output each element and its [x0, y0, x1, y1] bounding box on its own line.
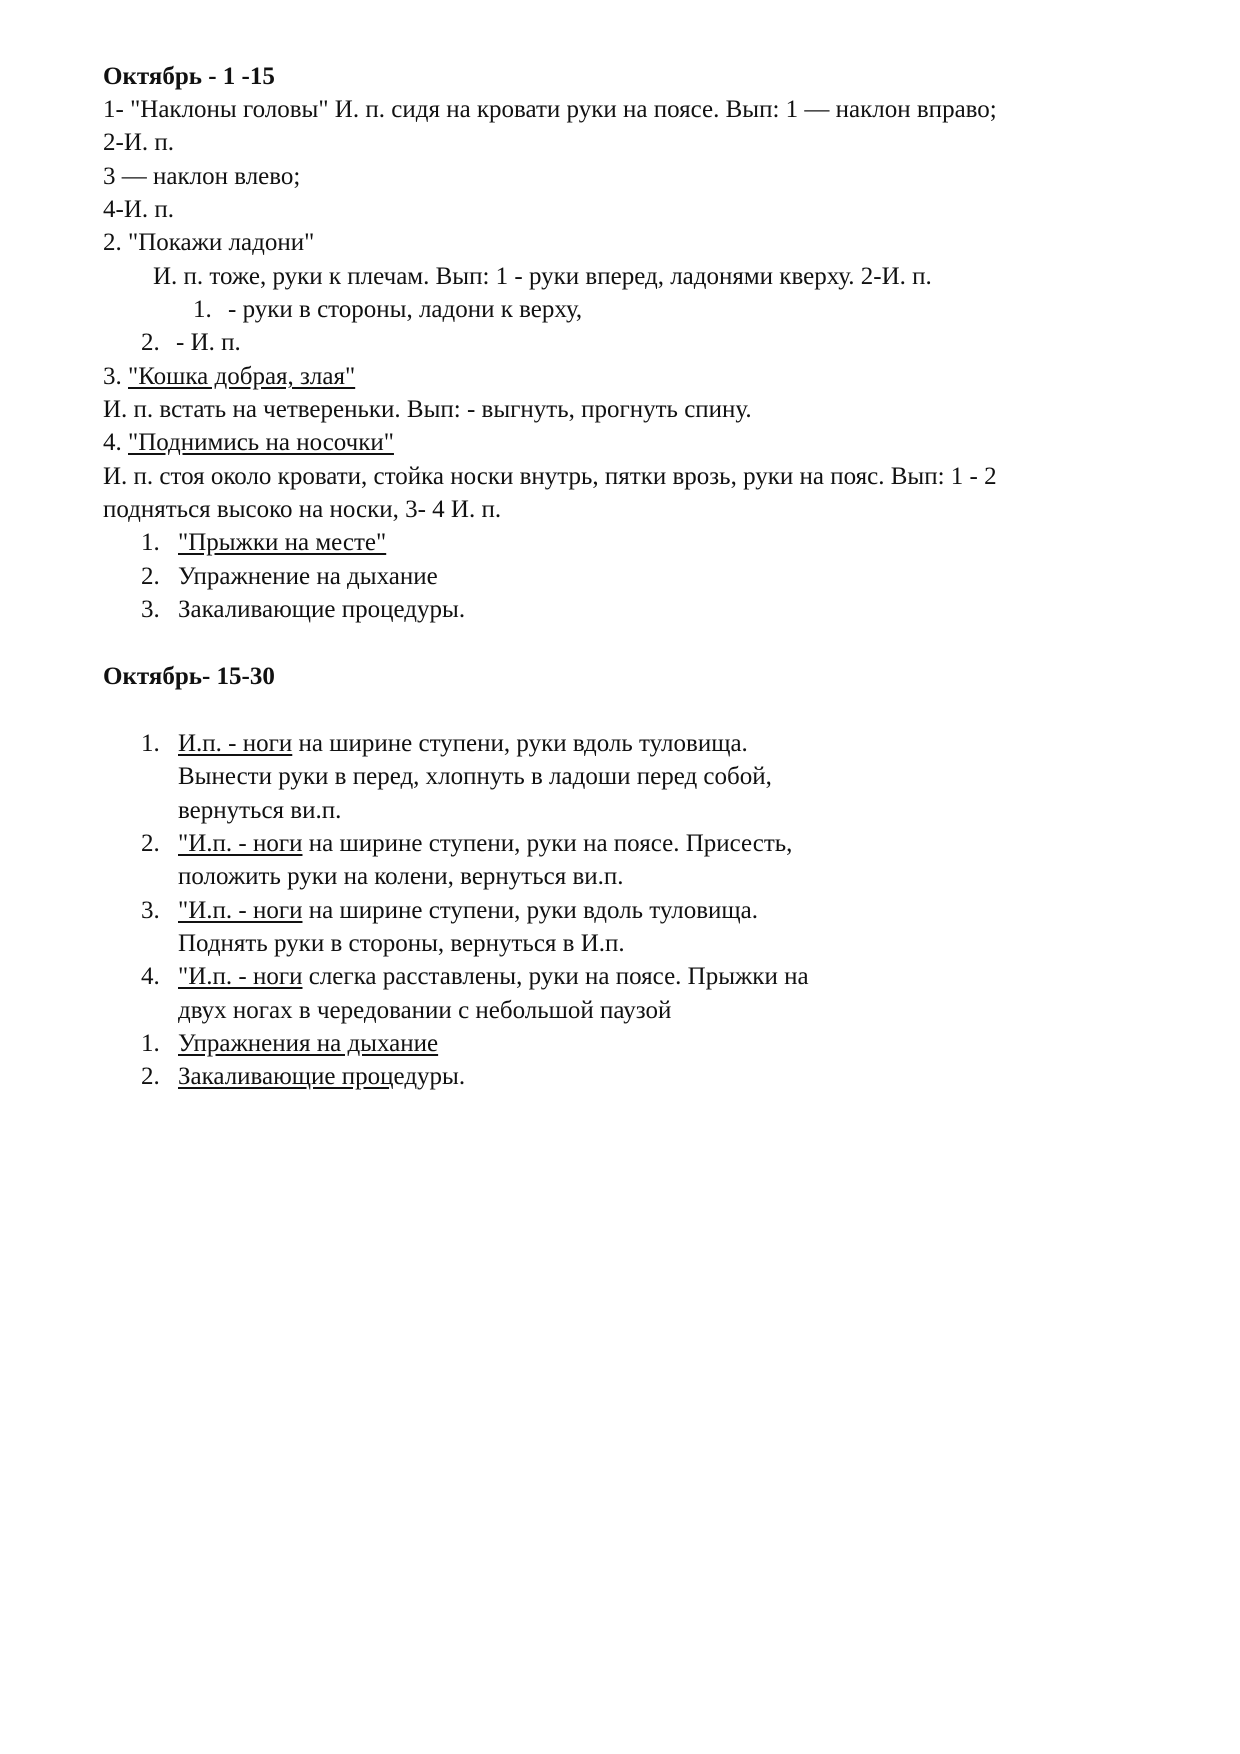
list-item-number: 2. [141, 563, 160, 590]
exercise3-title [103, 360, 355, 393]
exercise2-description: И. п. тоже, руки к плечам. Вып: 1 - руки вперед, ладонями кверху. 2-И. п. [153, 263, 932, 290]
substep2-number: 2. [141, 329, 160, 356]
section2-heading-month: Октябрь [103, 663, 202, 690]
exercise1-step2: 2-И. п. [103, 129, 175, 156]
substep2-text: - И. п. [176, 329, 241, 356]
list-item-number: 4. [141, 963, 160, 990]
list-item-text: Упражнение на дыхание [178, 563, 438, 590]
list-item [141, 526, 386, 559]
list-item-underlined: "И.п. - ноги [178, 897, 303, 924]
exercise4-description: И. п. стоя около кровати, стойка носки внутрь, пятки врозь, руки на пояс. Вып: 1 - 2 [103, 463, 997, 490]
exercise3-name: "Кошка добрая, злая" [128, 363, 356, 390]
list-item-number: 3. [141, 596, 160, 623]
list-item-continuation: положить руки на колени, вернуться ви.п. [178, 863, 624, 890]
exercise2-substep1 [193, 293, 582, 326]
section2-heading-range: - 15-30 [201, 663, 275, 690]
list-item-number: 1. [141, 1030, 160, 1057]
list-item-text: на ширине ступени, руки на поясе. Присесть, [302, 830, 793, 857]
list-item-number: 3. [141, 897, 160, 924]
exercise3-description: И. п. встать на четвереньки. Вып: - выгнуть, прогнуть спину. [103, 396, 752, 423]
list-item-continuation: вернуться ви.п. [178, 797, 342, 824]
substep1-text: - руки в стороны, ладони к верху, [228, 296, 583, 323]
list-item-number: 2. [141, 830, 160, 857]
list-item [141, 960, 809, 993]
list-item-continuation: Поднять руки в стороны, вернуться в И.п. [178, 930, 625, 957]
list-item [141, 1027, 438, 1060]
list-item-text: на ширине ступени, руки вдоль туловища. [302, 897, 759, 924]
exercise1-step3: 3 — наклон влево; [103, 163, 301, 190]
list-item-text: "Прыжки на месте" [178, 529, 387, 556]
exercise2-substep2 [141, 326, 241, 359]
list-item [141, 894, 758, 927]
exercise4-name: "Поднимись на носочки" [128, 429, 394, 456]
exercise1-line: 1- "Наклоны головы" И. п. сидя на кровати руки на поясе. Вып: 1 — наклон вправо; [103, 96, 997, 123]
list-item-number: 1. [141, 730, 160, 757]
substep1-number: 1. [193, 296, 212, 323]
list-item-underlined: Закаливающие проц [178, 1063, 394, 1090]
list-item-text: слегка расставлены, руки на поясе. Прыжки на [302, 963, 809, 990]
list-item [141, 560, 438, 593]
exercise4-number: 4. [103, 429, 128, 456]
list-item-number: 1. [141, 529, 160, 556]
exercise2-title: 2. "Покажи ладони" [103, 229, 315, 256]
section1-heading: Октябрь - 1 -15 [103, 63, 275, 90]
list-item [141, 593, 465, 626]
list-item-continuation: Вынести руки в перед, хлопнуть в ладоши перед собой, [178, 763, 772, 790]
list-item-text: на ширине ступени, руки вдоль туловища. [292, 730, 748, 757]
list-item-number: 2. [141, 1063, 160, 1090]
list-item-text: Закаливающие процедуры. [178, 596, 466, 623]
list-item-continuation: двух ногах в чередовании с небольшой паузой [178, 997, 672, 1024]
exercise4-title [103, 426, 394, 459]
list-item [141, 727, 748, 760]
list-item-underlined: "И.п. - ноги [178, 830, 303, 857]
list-item-underlined: И.п. - ноги [178, 730, 293, 757]
exercise1-step4: 4-И. п. [103, 196, 175, 223]
section2-heading [103, 660, 275, 693]
list-item [141, 1060, 465, 1093]
list-item-text: Упражнения на дыхание [178, 1030, 439, 1057]
exercise4-description-cont: подняться высоко на носки, 3- 4 И. п. [103, 496, 502, 523]
exercise3-number: 3. [103, 363, 128, 390]
list-item-underlined: "И.п. - ноги [178, 963, 303, 990]
list-item-text: едуры. [393, 1063, 466, 1090]
list-item [141, 827, 792, 860]
